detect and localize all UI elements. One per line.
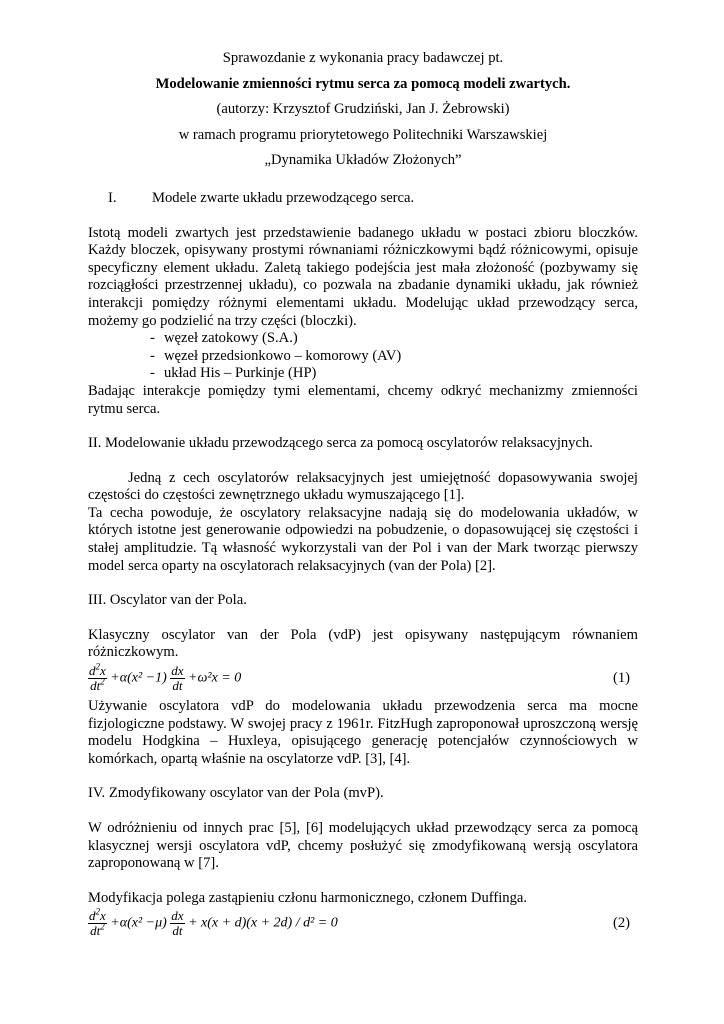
list-item: - układ His – Purkinje (HP) — [150, 365, 317, 382]
section-1-paragraph-1: Istotą modeli zwartych jest przedstawienie badanego układu w postaci zbioru bloczków. Każdy bloczek, opisywany prostymi równaniami różniczkowymi bądź różnicowymi, opisuje specyficzny element układu. Zaletą takiego podejścia jest mała złożoność (pozbywamy się rozciągłości przestrzennej układu), co pozwala na zbadanie dynamiki układu, jak również interakcji pomiędzy różnymi elementami układu. Modelując układ przewodzący serca, możemy go podzielić na trzy części (bloczki). — [88, 224, 638, 329]
section-4-heading: IV. Zmodyfikowany oscylator van der Pola (mvP). — [88, 785, 384, 802]
section-2-paragraph-1: Jedną z cech oscylatorów relaksacyjnych jest umiejętność dopasowywania swojej częstości do częstości zewnętrznego układu wymuszającego [1]. — [88, 469, 638, 504]
section-4-paragraph-2: Modyfikacja polega zastąpieniu członu harmonicznego, członem Duffinga. — [88, 889, 528, 906]
document-page — [88, 50, 638, 943]
equation-2-number: (2) — [612, 915, 630, 932]
section-2-heading: II. Modelowanie układu przewodzącego serca za pomocą oscylatorów relaksacyjnych. — [88, 435, 593, 452]
section-4-paragraph-1: W odróżnieniu od innych prac [5], [6] modelujących układ przewodzący serca za pomocą klasycznej wersji oscylatora vdP, chcemy posłużyć się zmodyfikowaną wersją oscylatora zaproponowaną w [7]. — [88, 820, 638, 872]
section-3-heading: III. Oscylator van der Pola. — [88, 592, 247, 609]
equation-1-number: (1) — [612, 670, 630, 687]
section-1-title: Modele zwarte układu przewodzącego serca. — [152, 189, 415, 206]
report-title: Modelowanie zmienności rytmu serca za pomocą modeli zwartych. — [155, 75, 571, 92]
list-item: - węzeł przedsionkowo – komorowy (AV) — [150, 347, 402, 364]
equation-2: $\frac{d^2x}{dt^2}$ +α(x² −μ) $\frac{dx}{dt}$ + x(x + d)(x + 2d) / d² = 0 (2) — [89, 907, 630, 939]
block-list — [88, 330, 638, 383]
section-2-paragraph-2: Ta cecha powoduje, że oscylatory relaksacyjne nadają się do modelowania układów, w których istotne jest generowanie odpowiedzi na pobudzenie, o dopasowującej się częstości i stałej amplitudzie. Tą własność wykorzystali van der Pol i van der Mark tworząc pierwszy model serca oparty na oscylatorach relaksacyjnych (van der Pola) [2]. — [88, 504, 638, 574]
section-3-paragraph-1: Klasyczny oscylator van der Pola (vdP) jest opisywany następującym równaniem różniczkowym. — [88, 626, 638, 661]
section-1-number: I. — [108, 189, 117, 206]
section-1-heading — [88, 190, 638, 208]
section-3-paragraph-2: Używanie oscylatora vdP do modelowania układu przewodzenia serca ma mocne fizjologiczne podstawy. W swojej pracy z 1961r. FitzHugh zaproponował uproszczoną wersję modelu Hodgkina – Huxleya, opisującego generację potencjałów czynnościowych w komórkach, opartą właśnie na oscylatorze vdP. [3], [4]. — [88, 698, 638, 767]
list-item: - węzeł zatokowy (S.A.) — [150, 330, 298, 347]
report-heading: Sprawozdanie z wykonania pracy badawczej pt. — [222, 50, 504, 66]
report-program: w ramach programu priorytetowego Politechniki Warszawskiej — [178, 126, 548, 143]
section-1-paragraph-2: Badając interakcje pomiędzy tymi elementami, chcemy odkryć mechanizmy zmienności rytmu serca. — [88, 382, 638, 417]
report-program-name: „Dynamika Układów Złożonych” — [264, 152, 462, 169]
report-authors: (autorzy: Krzysztof Grudziński, Jan J. Żebrowski) — [216, 101, 510, 118]
equation-1: $\frac{d^2x}{dt^2}$ +α(x² −1) $\frac{dx}{dt}$ +ω²x = 0 (1) — [89, 661, 630, 694]
